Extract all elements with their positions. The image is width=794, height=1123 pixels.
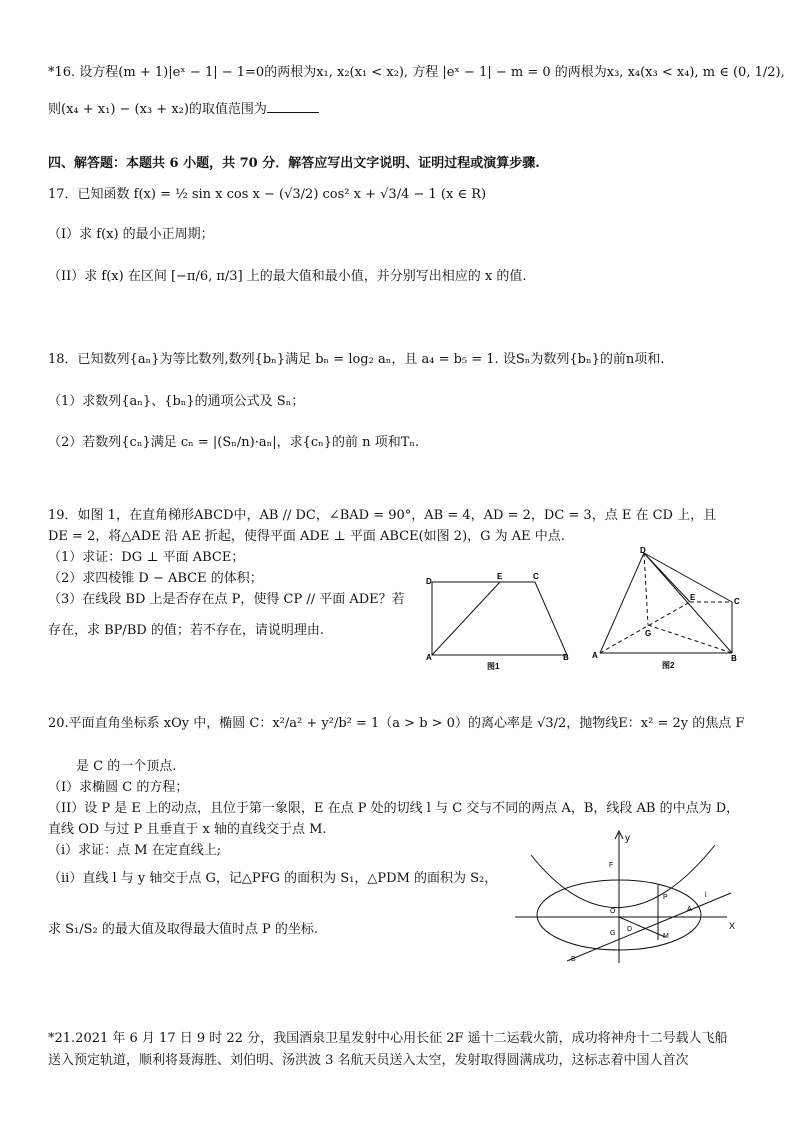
- fig2-label-B: B: [731, 654, 737, 663]
- fig2-label-E: E: [690, 593, 696, 602]
- q20-part2-ii: （ii）直线 l 与 y 轴交于点 G，记△PFG 的面积为 S₁，△PDM 的面积为 S₂，: [48, 871, 498, 886]
- fig1-label-E: E: [497, 572, 503, 581]
- fig2-label-A: A: [592, 651, 598, 660]
- q20-part1: （I）求椭圆 C 的方程；: [48, 780, 189, 795]
- q19-part3: （3）在线段 BD 上是否存在点 P，使得 CP // 平面 ADE？若: [48, 592, 405, 607]
- q17-stem: 17．已知函数 f(x) = ½ sin x cos x − (√3/2) cos² x + √3/4 − 1 (x ∈ R): [48, 187, 487, 202]
- q20-fig-label-x: X: [729, 921, 736, 931]
- q18-part2: （2）若数列{cₙ}满足 cₙ = |(Sₙ/n)·aₙ|，求{cₙ}的前 n 项和Tₙ.: [48, 435, 420, 450]
- fig2-label-C: C: [734, 597, 740, 606]
- q20-figure: [515, 825, 755, 965]
- q18-part1: （1）求数列{aₙ}、{bₙ}的通项公式及 Sₙ；: [48, 394, 305, 409]
- q20-part2-i: （i）求证：点 M 在定直线上;: [48, 843, 222, 858]
- q20-fig-label-F: F: [609, 862, 614, 869]
- section4-heading: 四、解答题：本题共 6 小题，共 70 分．解答应写出文字说明、证明过程或演算步骤.: [48, 156, 540, 171]
- q19-line2: DE = 2，将△ADE 沿 AE 折起，使得平面 ADE ⊥ 平面 ABCE(如图 2)，G 为 AE 中点.: [48, 529, 565, 544]
- q19-figure1: [420, 570, 580, 674]
- q20-part2-cont: 直线 OD 与过 P 且垂直于 x 轴的直线交于点 M.: [48, 822, 327, 837]
- q16-line1: *16. 设方程(m + 1)|eˣ − 1| − 1=0的两根为x₁, x₂(x₁ < x₂), 方程 |eˣ − 1| − m = 0 的两根为x₃, x₄(x₃ < x₄), m ∈ (0, 1/2),: [48, 65, 785, 80]
- q16-line2: [48, 100, 319, 119]
- q19-line1: 19．如图 1，在直角梯形ABCD中，AB // DC，∠BAD = 90°，AB = 4，AD = 2，DC = 3，点 E 在 CD 上，且: [48, 508, 717, 523]
- q20-part2-ii-cont: 求 S₁/S₂ 的最大值及取得最大值时点 P 的坐标.: [48, 922, 319, 937]
- q21-line1: *21.2021 年 6 月 17 日 9 时 22 分，我国酒泉卫星发射中心用长征 2F 遥十二运载火箭，成功将神舟十二号载人飞船: [48, 1031, 728, 1046]
- q20-fig-label-l: l: [705, 892, 707, 899]
- q20-fig-label-B: B: [571, 956, 576, 963]
- q20-fig-label-D: D: [627, 926, 633, 933]
- q18-stem: 18．已知数列{aₙ}为等比数列,数列{bₙ}满足 bₙ = log₂ aₙ，且 a₄ = b₅ = 1. 设Sₙ为数列{bₙ}的前n项和.: [48, 352, 665, 367]
- fig1-label-B: B: [563, 653, 569, 662]
- fig2-label-G: G: [645, 629, 652, 638]
- fig2-caption: 图2: [662, 661, 675, 670]
- q20-fig-label-P: P: [663, 894, 668, 901]
- q20-fig-label-O: O: [610, 908, 616, 915]
- q20-fig-label-G: G: [610, 930, 616, 937]
- fig1-label-A: A: [426, 653, 432, 662]
- q20-part2: （II）设 P 是 E 上的动点，且位于第一象限，E 在点 P 处的切线 l 与 C 交与不同的两点 A，B，线段 AB 的中点为 D，: [48, 801, 740, 816]
- q19-part3-cont: 存在，求 BP/BD 的值；若不存在，请说明理由.: [48, 623, 325, 638]
- answer-blank: [267, 100, 319, 113]
- q17-part2: （II）求 f(x) 在区间 [−π/6, π/3] 上的最大值和最小值，并分别写出相应的 x 的值.: [48, 269, 527, 284]
- q16-question-text: 则(x₄ + x₁) − (x₃ + x₂)的取值范围为: [48, 102, 267, 117]
- q19-part1: （1）求证：DG ⊥ 平面 ABCE；: [48, 550, 245, 565]
- fig2-label-D: D: [640, 546, 646, 555]
- q20-line2: 是 C 的一个顶点.: [76, 759, 177, 774]
- q20-fig-label-y: y: [625, 833, 630, 844]
- q19-figure2: [590, 545, 750, 673]
- fig1-label-D: D: [426, 577, 432, 586]
- q20-line1: 20.平面直角坐标系 xOy 中，椭圆 C：x²/a² + y²/b² = 1（a > b > 0）的离心率是 √3/2，抛物线E：x² = 2y 的焦点 F: [48, 716, 745, 731]
- q20-fig-label-M: M: [663, 933, 669, 940]
- fig1-caption: 图1: [487, 662, 500, 671]
- q17-part1: （I）求 f(x) 的最小正周期；: [48, 227, 214, 242]
- q21-line2: 送入预定轨道，顺利将聂海胜、刘伯明、汤洪波 3 名航天员送入太空，发射取得圆满成功，这标志着中国人首次: [48, 1053, 689, 1068]
- fig1-label-C: C: [533, 572, 539, 581]
- q19-part2: （2）求四棱锥 D − ABCE 的体积；: [48, 571, 263, 586]
- q20-fig-label-A: A: [687, 906, 692, 913]
